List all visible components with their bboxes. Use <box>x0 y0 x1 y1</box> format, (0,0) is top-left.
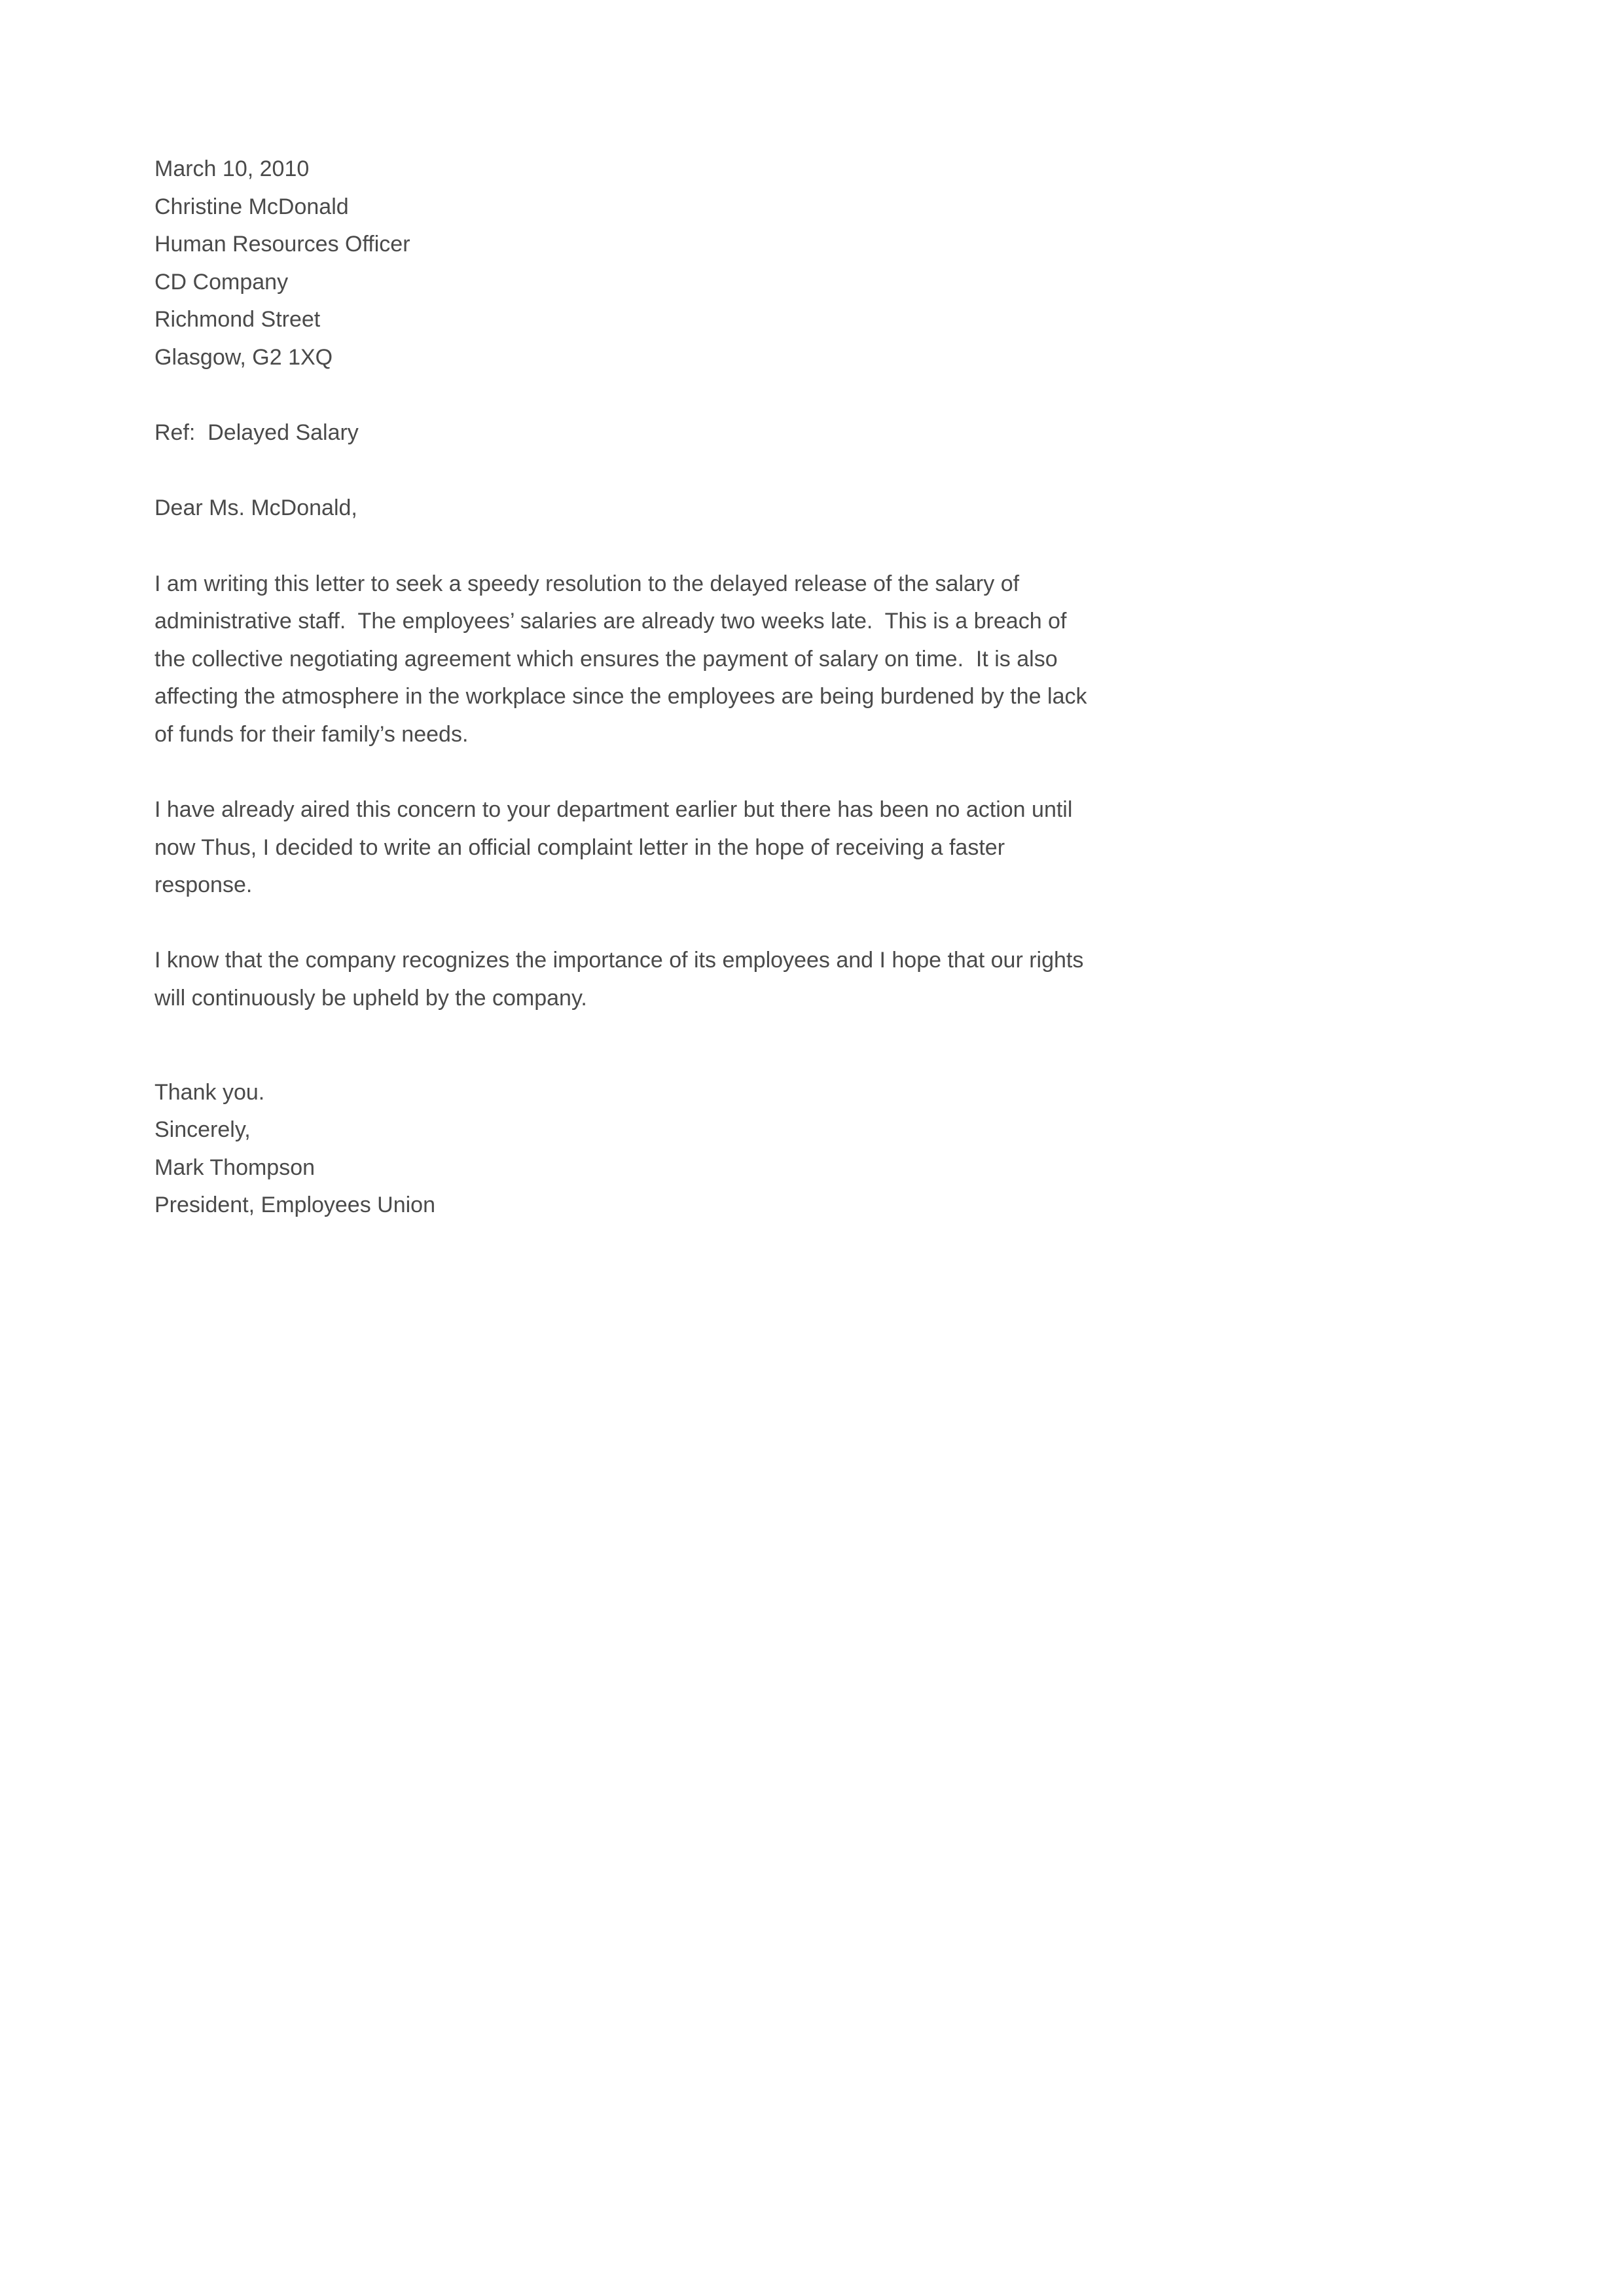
recipient-city: Glasgow, G2 1XQ <box>154 344 333 370</box>
reference-line: Ref: Delayed Salary <box>154 420 359 446</box>
spacer <box>154 754 1097 792</box>
spacer <box>154 452 1097 490</box>
recipient-company: CD Company <box>154 269 289 295</box>
paragraph-line: of funds for their family’s needs. <box>154 721 469 747</box>
body-paragraph-3 <box>154 942 1097 1017</box>
paragraph-line: administrative staff. The employees’ salaries are already two weeks late. This is a breach of <box>154 609 1067 634</box>
paragraph-line: I have already aired this concern to your department earlier but there has been no action until <box>154 797 1073 823</box>
closing-thanks: Thank you. <box>154 1079 265 1105</box>
letter-header <box>154 151 1097 377</box>
spacer <box>154 377 1097 415</box>
paragraph-line: affecting the atmosphere in the workplace since the employees are being burdened by the lack <box>154 684 1087 709</box>
paragraph-line: I know that the company recognizes the importance of its employees and I hope that our rights <box>154 948 1084 973</box>
letter <box>154 151 1097 1225</box>
sender-name: Mark Thompson <box>154 1155 316 1180</box>
paragraph-line: the collective negotiating agreement which ensures the payment of salary on time. It is also <box>154 646 1058 672</box>
paragraph-line: response. <box>154 872 253 898</box>
salutation: Dear Ms. McDonald, <box>154 495 357 521</box>
spacer <box>154 528 1097 565</box>
recipient-street: Richmond Street <box>154 307 321 332</box>
spacer <box>154 905 1097 942</box>
recipient-name: Christine McDonald <box>154 194 349 219</box>
spacer <box>154 1018 1097 1074</box>
paragraph-line: will continuously be upheld by the company. <box>154 986 587 1011</box>
letter-date: March 10, 2010 <box>154 156 310 181</box>
closing-signoff: Sincerely, <box>154 1117 251 1143</box>
recipient-title: Human Resources Officer <box>154 232 410 257</box>
letter-closing <box>154 1074 1097 1225</box>
body-paragraph-1 <box>154 565 1097 754</box>
paragraph-line: now Thus, I decided to write an official complaint letter in the hope of receiving a faster <box>154 834 1005 860</box>
paragraph-line: I am writing this letter to seek a speedy resolution to the delayed release of the salary of <box>154 571 1020 596</box>
body-paragraph-2 <box>154 791 1097 905</box>
sender-title: President, Employees Union <box>154 1193 436 1218</box>
